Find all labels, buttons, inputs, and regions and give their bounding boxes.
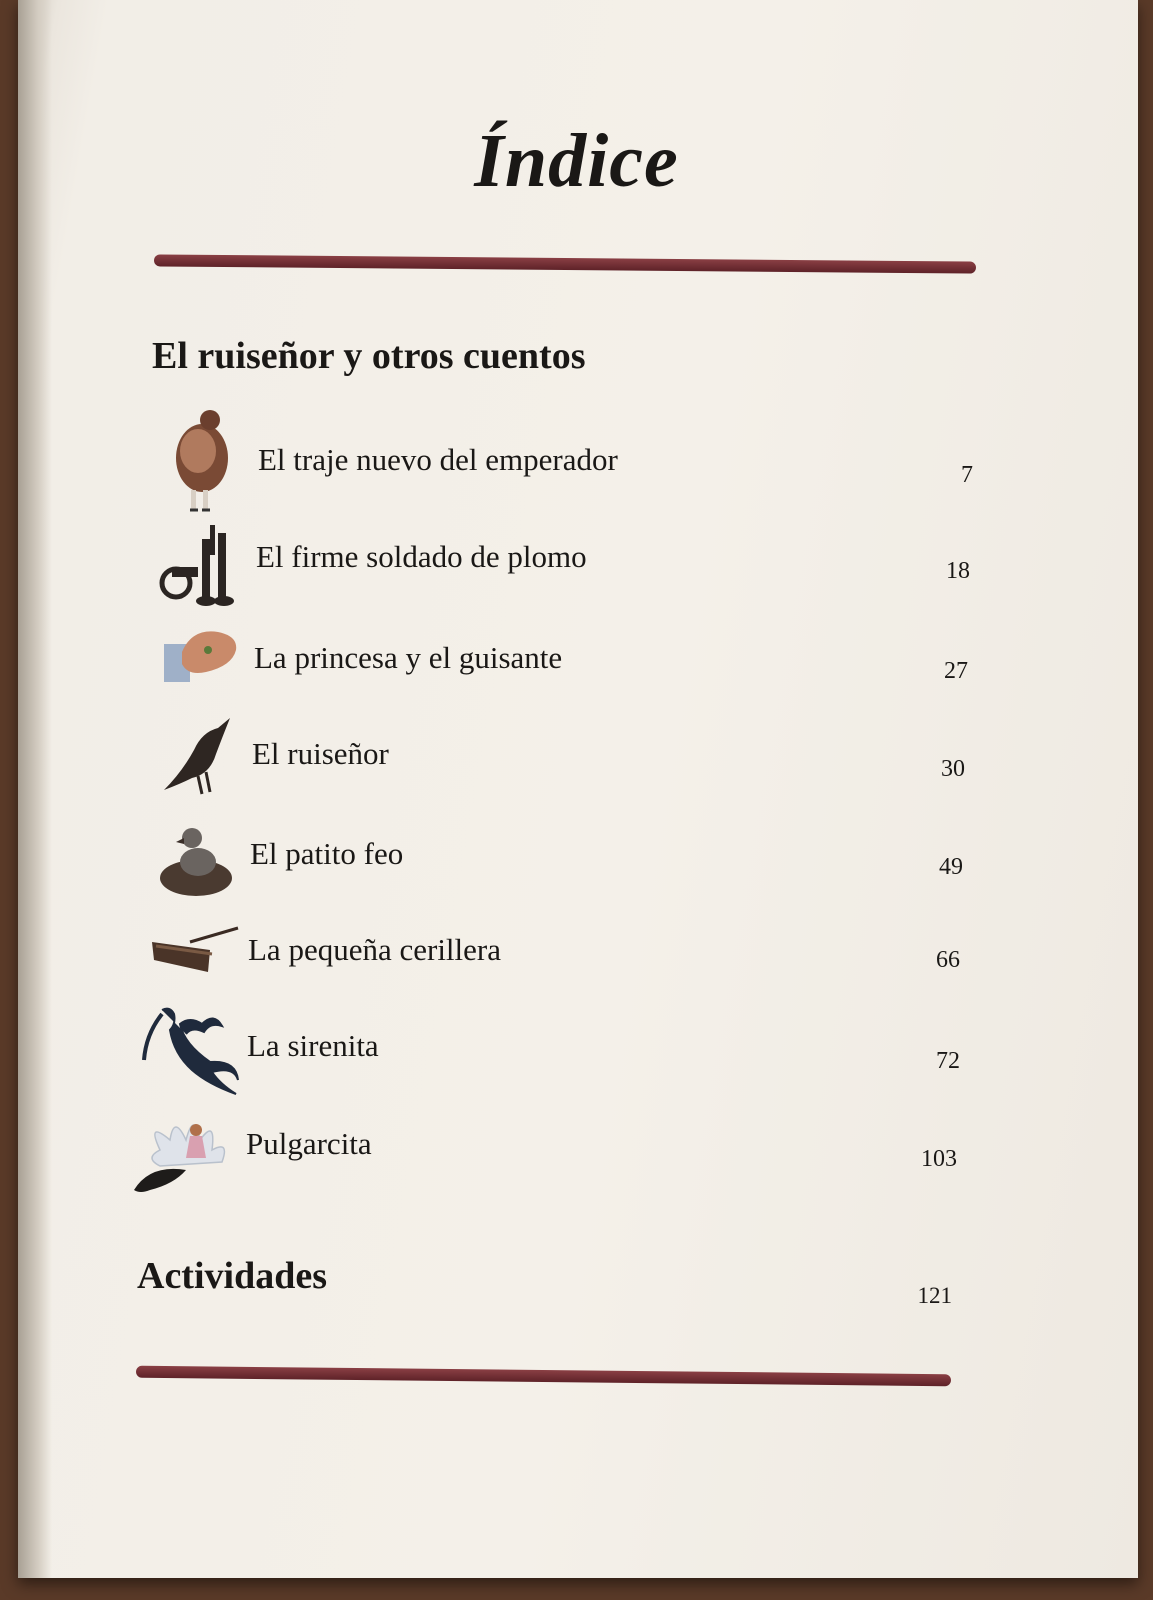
- entry-title: Pulgarcita: [246, 1126, 372, 1161]
- entry-page-number: 66: [936, 947, 960, 973]
- entry-title: El firme soldado de plomo: [256, 539, 587, 574]
- hand-pea-icon: [162, 622, 240, 684]
- mermaid-icon: [140, 1004, 240, 1100]
- page-title: Índice: [474, 119, 679, 203]
- toc-entry-tin-soldier[interactable]: [0, 515, 1153, 615]
- thumbelina-icon: [130, 1110, 238, 1196]
- entry-page-number: 18: [946, 558, 970, 584]
- toc-entry-ugly-duckling[interactable]: [0, 812, 1153, 912]
- entry-title: La sirenita: [247, 1028, 379, 1063]
- toc-entry-little-mermaid[interactable]: [0, 1002, 1153, 1102]
- toc-entry-match-girl[interactable]: [0, 910, 1153, 1010]
- activities-page-number: 121: [917, 1283, 952, 1308]
- entry-title: La princesa y el guisante: [254, 640, 563, 675]
- toc-entry-nightingale[interactable]: [0, 712, 1153, 812]
- activities-title[interactable]: Actividades: [137, 1255, 327, 1297]
- entry-page-number: 7: [961, 462, 973, 488]
- duckling-icon: [158, 818, 238, 900]
- entry-title: La pequeña cerillera: [248, 932, 501, 967]
- toc-entry-princess-pea[interactable]: [0, 616, 1153, 716]
- toc-entry-emperor[interactable]: [0, 404, 1153, 504]
- entry-title: El traje nuevo del emperador: [258, 442, 618, 477]
- section-title: El ruiseñor y otros cuentos: [152, 335, 586, 377]
- entry-title: El patito feo: [250, 836, 404, 871]
- emperor-icon: [168, 406, 236, 516]
- nightingale-icon: [158, 714, 238, 804]
- entry-page-number: 72: [936, 1048, 960, 1074]
- entry-page-number: 27: [944, 658, 968, 684]
- entry-page-number: 30: [941, 756, 965, 782]
- tin-soldier-icon: [158, 519, 238, 609]
- entry-page-number: 49: [939, 854, 963, 880]
- entry-title: El ruiseñor: [252, 736, 389, 771]
- entry-page-number: 103: [921, 1146, 957, 1172]
- matches-icon: [150, 922, 242, 980]
- toc-entry-thumbelina[interactable]: [0, 1106, 1153, 1206]
